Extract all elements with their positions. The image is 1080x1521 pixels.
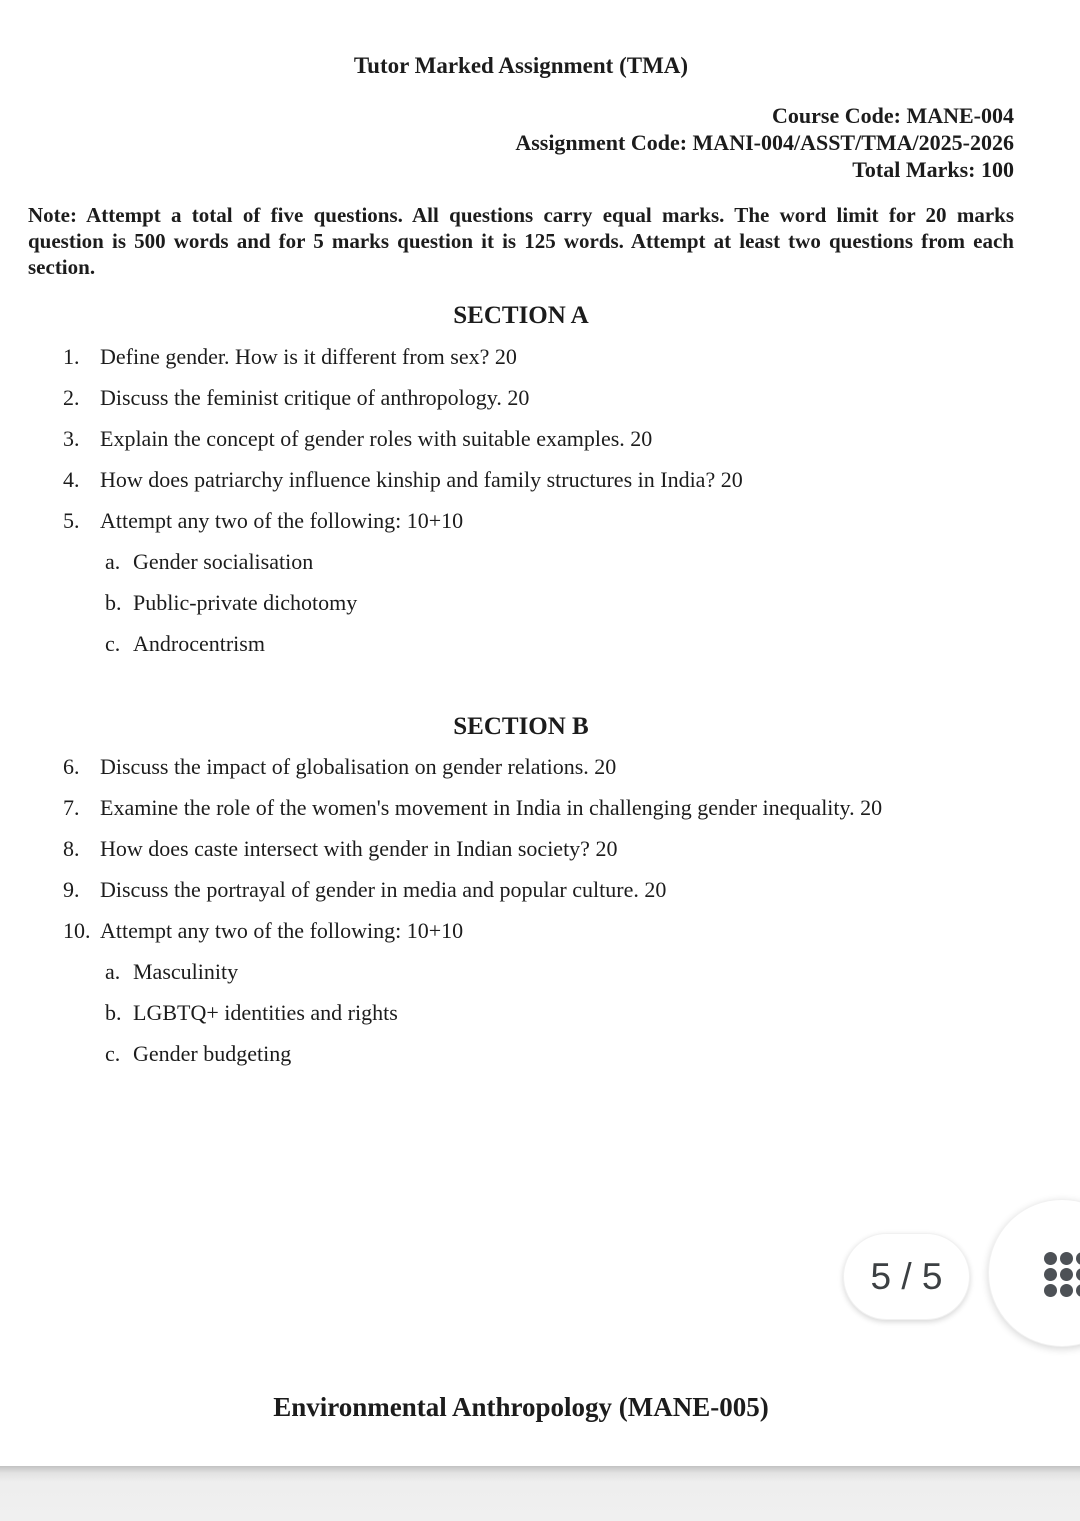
question-text: Explain the concept of gender roles with suitable examples. 20 [100,426,653,451]
question-number: 7. [63,795,80,820]
note-line: section. [28,255,96,279]
subitem-text: Public-private dichotomy [133,590,358,615]
question-number: 6. [63,754,80,779]
subitem-letter: c. [105,631,121,656]
question-subitem [0,997,1080,1038]
subitem-text: Masculinity [133,959,239,984]
subitem-letter: b. [105,1000,122,1025]
subitem-letter: a. [105,549,121,574]
question-text: Discuss the feminist critique of anthropology. 20 [100,385,530,410]
total-marks: Total Marks: 100 [852,157,1014,182]
question-text: Attempt any two of the following: 10+10 [100,918,464,943]
question-text: Discuss the impact of globalisation on gender relations. 20 [100,754,617,779]
subitem-text: Gender budgeting [133,1041,292,1066]
question-text: How does caste intersect with gender in Indian society? 20 [100,836,618,861]
question-subitem [0,1038,1080,1079]
subitem-letter: a. [105,959,121,984]
section-a-heading: SECTION A [453,302,589,329]
question-number: 5. [63,508,80,533]
section-b-heading: SECTION B [453,713,589,740]
subitem-text: Androcentrism [133,631,265,656]
question-text: How does patriarchy influence kinship and family structures in India? 20 [100,467,743,492]
subitem-text: LGBTQ+ identities and rights [133,1000,398,1025]
question-item [0,505,1080,546]
question-item [0,382,1080,423]
page-indicator [843,1233,970,1320]
question-item [0,874,1080,915]
question-number: 8. [63,836,80,861]
next-course-title: Environmental Anthropology (MANE-005) [273,1392,769,1422]
question-text: Discuss the portrayal of gender in media and popular culture. 20 [100,877,667,902]
question-item [0,751,1080,792]
course-code: Course Code: MANE-004 [772,103,1014,128]
question-number: 10. [63,918,91,943]
question-item [0,833,1080,874]
note-paragraph [28,202,1014,280]
assignment-code: Assignment Code: MANI-004/ASST/TMA/2025-2026 [515,130,1014,155]
question-number: 9. [63,877,80,902]
question-number: 2. [63,385,80,410]
question-subitem [0,956,1080,997]
note-line: question is 500 words and for 5 marks question it is 125 words. Attempt at least two questions from each [28,229,1014,253]
question-number: 3. [63,426,80,451]
question-number: 4. [63,467,80,492]
section-a-questions [0,341,1080,669]
question-text: Define gender. How is it different from sex? 20 [100,344,517,369]
question-subitem [0,628,1080,669]
question-subitem [0,587,1080,628]
note-line: Note: Attempt a total of five questions. All questions carry equal marks. The word limit for 20 marks [28,203,1014,227]
question-item [0,341,1080,382]
subitem-text: Gender socialisation [133,549,314,574]
document-title: Tutor Marked Assignment (TMA) [353,53,689,78]
section-b-questions [0,751,1080,1079]
question-text: Attempt any two of the following: 10+10 [100,508,464,533]
question-number: 1. [63,344,80,369]
page-gap [0,1466,1080,1521]
header-codes [28,102,1014,183]
question-text: Examine the role of the women's movement in India in challenging gender inequality. 20 [100,795,883,820]
subitem-letter: c. [105,1041,121,1066]
question-subitem [0,546,1080,587]
question-item [0,464,1080,505]
grid-dots-icon [1044,1252,1080,1297]
page-indicator-label: 5 / 5 [870,1255,943,1297]
question-item [0,423,1080,464]
subitem-letter: b. [105,590,122,615]
question-item [0,792,1080,833]
question-item [0,915,1080,956]
